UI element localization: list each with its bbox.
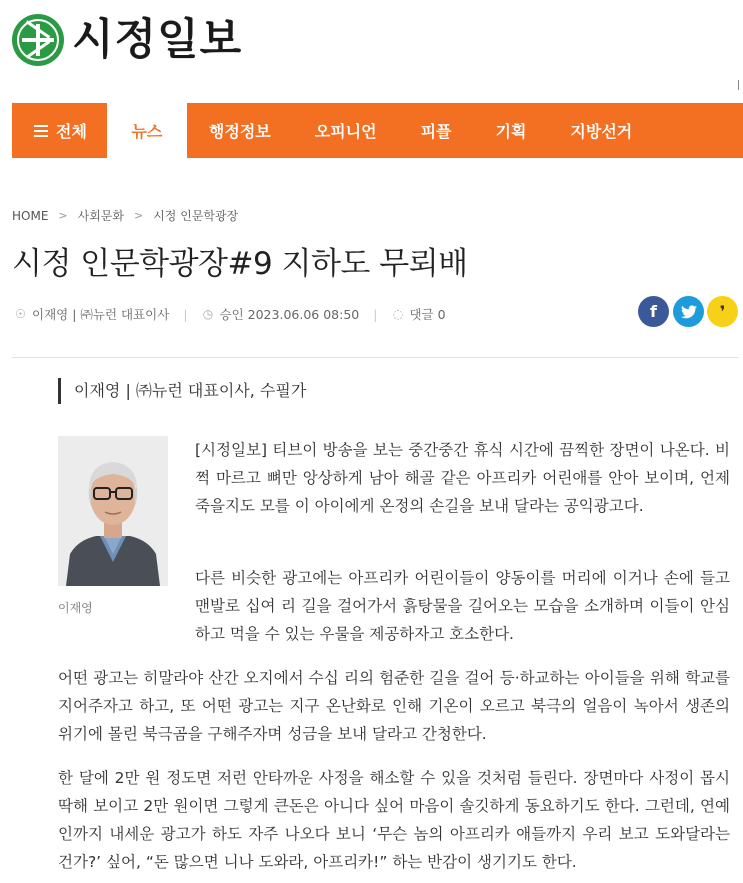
comment-count[interactable]: 댓글 0 [409,307,446,322]
article-paragraph: [시정일보] 티브이 방송을 보는 중간중간 휴식 시간에 끔찍한 장면이 나온다. 비쩍 마르고 뼈만 앙상하게 남아 해골 같은 아프리카 어린애를 안아 보이며, 언제 죽을지도 모를 이 아이에게 온정의 손길을 보내 달라는 공익광고다. [195,441,730,515]
breadcrumb [12,207,238,224]
nav-item-admin-info[interactable]: 행정정보 [208,122,271,141]
article-title: 시정 인문학광장#9 지하도 무뢰배 [12,246,468,282]
nav-all-menu[interactable] [12,103,107,158]
article-paragraph: 다른 비슷한 광고에는 아프리카 어린이들이 양동이를 머리에 이거나 손에 들고 맨발로 십여 리 길을 걸어가서 흙탕물을 길어오는 모습을 소개하며 이들이 안심하고 먹을 수 있는 우물을 제공하자고 호소한다. [195,569,730,643]
logo-text: 시정일보 [72,14,243,65]
twitter-icon [681,305,697,319]
meta-divider: | [373,306,378,322]
photo-caption: 이재영 [58,601,93,615]
article-paragraph: 어떤 광고는 히말라야 산간 오지에서 수십 리의 험준한 길을 걸어 등·하교하는 아이들을 위해 학교를 지어주자고 하고, 또 어떤 광고는 지구 온난화로 인해 기온이 오르고 북극의 얼음이 녹아서 생존의 위기에 몰린 북극곰을 구해주자며 성금을 보내 달라고 간청한다. [58,669,730,743]
nav-item-opinion[interactable]: 오피니언 [314,122,377,141]
facebook-share-button[interactable] [638,296,669,327]
logo-emblem-icon [12,14,64,66]
meta-divider: | [183,306,188,322]
nav-item-feature[interactable]: 기획 [495,122,527,141]
breadcrumb-subsection[interactable]: 시정 인문학광장 [153,209,239,223]
hamburger-icon [34,122,48,140]
approved-date: 승인 2023.06.06 08:50 [219,307,360,322]
user-icon: ☉ [15,306,26,321]
article-paragraph: 한 달에 2만 원 정도면 저런 안타까운 사정을 해소할 수 있을 것처럼 들린다. 장면마다 사정이 몹시 딱해 보이고 2만 원이면 그렇게 큰돈은 아니다 싶어 마음이 솔깃하게 동요하기도 한다. 그런데, 연예인까지 내세운 광고가 하도 자주 나오다 보니 ‘무슨 놈의 아프리카 애들까지 우리 보고 도와달라는 건가?’ 싶어, “돈 많으면 니나 도와라, 아프리카!” 하는 반감이 생기기도 한다. [58,769,730,871]
twitter-share-button[interactable] [673,296,704,327]
divider [12,357,739,358]
nav-item-label: 전체 [56,122,87,141]
chevron-right-icon: > [134,209,144,222]
breadcrumb-home[interactable]: HOME [12,208,49,223]
comment-icon: ◌ [392,306,404,321]
article-subtitle: 이재영 | ㈜뉴런 대표이사, 수필가 [58,378,306,404]
nav-item-news[interactable]: 뉴스 [107,103,187,158]
nav-item-local-election[interactable]: 지방선거 [570,122,633,141]
facebook-icon: f [650,302,657,321]
article-meta [14,305,446,323]
main-nav [12,103,743,158]
author-photo [58,436,168,586]
breadcrumb-section[interactable]: 사회문화 [77,209,124,223]
kakaostory-icon: ❜ [719,302,726,321]
chevron-right-icon: > [58,209,68,222]
header-edge-mark [738,80,743,90]
author-info: 이재영 | ㈜뉴런 대표이사 [32,307,170,322]
clock-icon: ◷ [202,306,214,321]
site-logo[interactable] [12,12,242,68]
kakaostory-share-button[interactable] [707,296,738,327]
nav-item-people[interactable]: 피플 [420,122,452,141]
